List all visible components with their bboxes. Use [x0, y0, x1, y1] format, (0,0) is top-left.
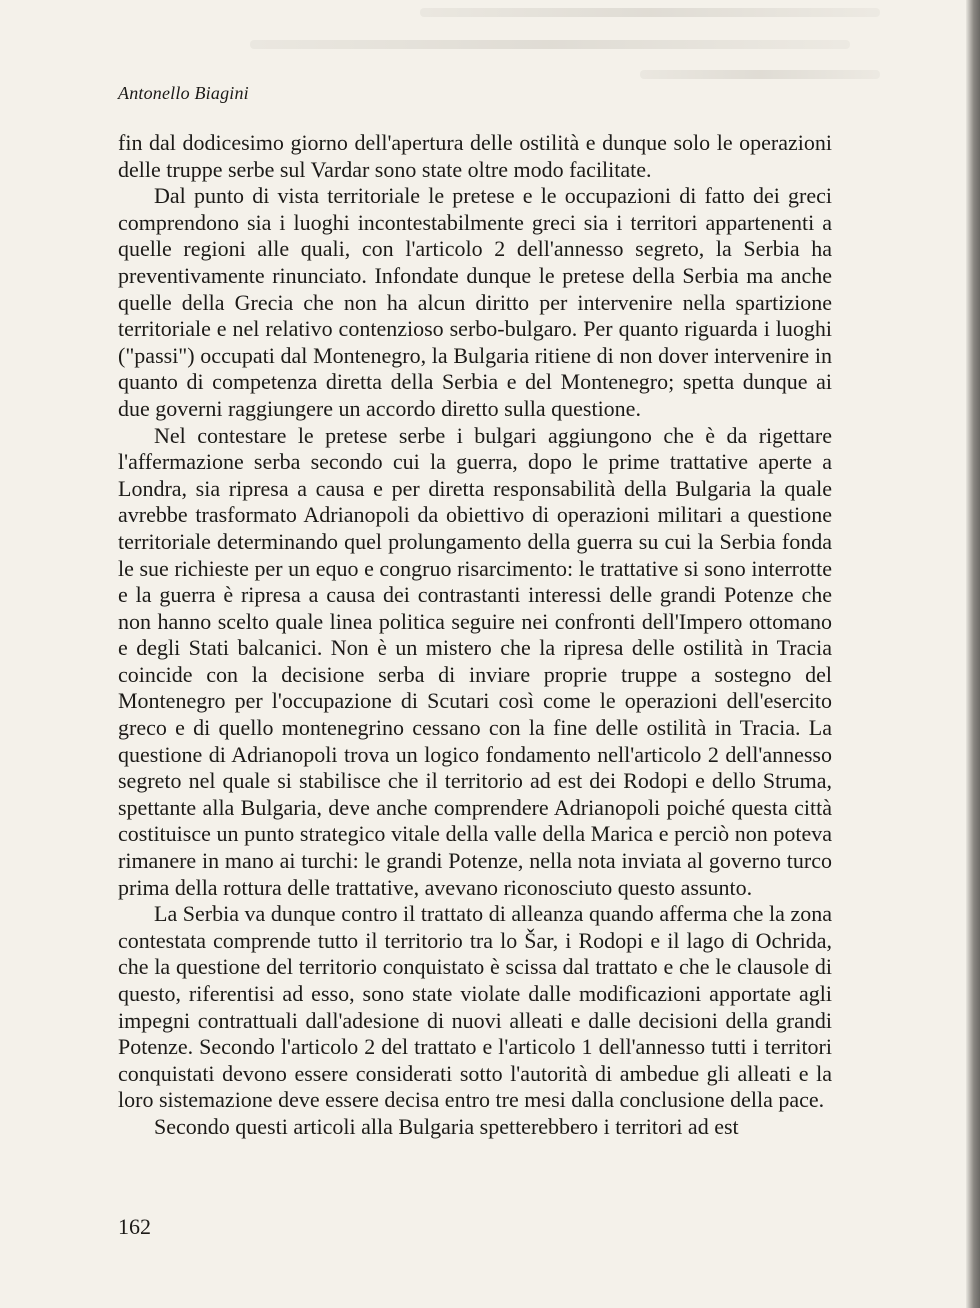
- running-header-author: Antonello Biagini: [118, 83, 249, 103]
- paragraph-continuation: fin dal dodicesimo giorno dell'apertura delle ostilità e dunque solo le operazioni delle truppe serbe sul Vardar sono state oltre modo facilitate.: [118, 130, 832, 182]
- scanner-edge: [966, 0, 980, 1308]
- reverse-page-bleed: [420, 8, 880, 17]
- page-number: 162: [118, 1214, 151, 1239]
- paragraph: Nel contestare le pretese serbe i bulgari aggiungono che è da rigettare l'affermazione serba secondo cui la guerra, dopo le prime trattative aperte a Londra, sia ripresa a causa e per diretta responsabilità della Bulgaria la quale avrebbe trasformato Adrianopoli da obiettivo di operazioni militari a questione territoriale determinando quel prolungamento della guerra su cui la Serbia fonda le sue richieste per un equo e congruo risarcimento: le trattative si sono interrotte e la guerra è ripresa a causa dei contrastanti interessi delle grandi Potenze che non hanno scelto quale linea politica seguire nei confronti dell'Impero ottomano e degli Stati balcanici. Non è un mistero che la ripresa delle ostilità in Tracia coincide con la decisione serba di inviare proprie truppe a sostegno del Montenegro per l'occupazione di Scutari così come le operazioni dell'esercito greco e di quello montenegrino cessano con la fine delle ostilità in Tracia. La questione di Adrianopoli trova un logico fondamento nell'articolo 2 dell'annesso segreto nel quale si stabilisce che il territorio ad est dei Rodopi e dello Struma, spettante alla Bulgaria, deve anche comprendere Adrianopoli poiché questa città costituisce un punto strategico vitale della valle della Marica e perciò non poteva rimanere in mano ai turchi: le grandi Potenze, nella nota inviata al governo turco prima della rottura delle trattative, avevano riconosciuto questo assunto.: [118, 422, 832, 900]
- reverse-page-bleed: [640, 70, 880, 79]
- paragraph: Secondo questi articoli alla Bulgaria spetterebbero i territori ad est: [154, 1113, 739, 1139]
- paragraph: La Serbia va dunque contro il trattato di alleanza quando afferma che la zona contestata comprende tutto il territorio tra lo Šar, i Rodopi e il lago di Ochrida, che la questione del territorio conquistato è scissa dal trattato e che le clausole di questo, riferentisi ad esso, sono state violate dalle modificazioni apportate agli impegni contrattuali dall'adesione di nuovi alleati e dalle decisioni della grandi Potenze. Secondo l'articolo 2 del trattato e l'articolo 1 dell'annesso tutti i territori conquistati devono essere considerati sotto l'autorità di ambedue gli alleati e la loro sistemazione deve essere decisa entro tre mesi dalla conclusione della pace.: [118, 901, 832, 1113]
- paragraph: Dal punto di vista territoriale le pretese e le occupazioni di fatto dei greci comprendono sia i luoghi incontestabilmente greci sia i territori appartenenti a quelle regioni alle quali, con l'articolo 2 dell'annesso segreto, la Serbia ha preventivamente rinunciato. Infondate dunque le pretese della Serbia ma anche quelle della Grecia che non ha alcun diritto per intervenire nella spartizione territoriale e nel relativo contenzioso serbo-bulgaro. Per quanto riguarda i luoghi ("passi") occupati dal Montenegro, la Bulgaria ritiene di non dover intervenire in quanto di competenza diretta della Serbia e del Montenegro; spetta dunque ai due governi raggiungere un accordo diretto sulla questione.: [118, 183, 832, 421]
- body-text: [118, 130, 832, 1141]
- reverse-page-bleed: [250, 40, 850, 49]
